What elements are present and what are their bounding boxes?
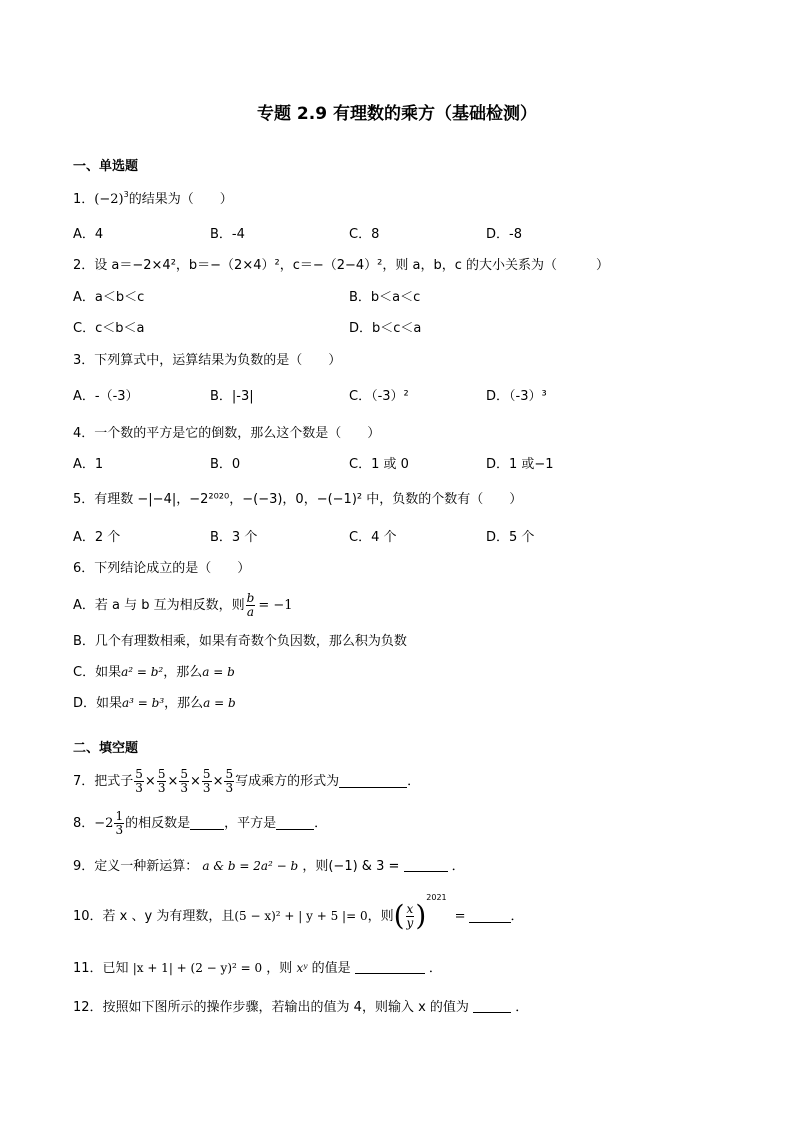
- q10-exponent: 2021: [426, 893, 447, 902]
- q7-fraction: $\frac{5}{3}$: [157, 766, 166, 795]
- q9-formula: a & b = 2a² − b: [202, 859, 299, 873]
- q10-answer-blank: [469, 910, 511, 923]
- q8-fraction: $\frac{1}{3}$: [115, 808, 124, 837]
- q11-expression: xʸ: [296, 961, 308, 975]
- page-title: 专题 2.9 有理数的乘方（基础检测）: [257, 104, 537, 124]
- question-10-stem: 10．若 x 、y 为有理数，且 (5 − x)² + | y + 5 |= 0 ，则 ( $\frac{x}{y}$ ) 2021 = ．: [73, 893, 524, 932]
- question-3-stem: 3．下列算式中，运算结果为负数的是（ ）: [73, 353, 342, 368]
- q11-answer-blank: [355, 961, 425, 974]
- q1-option-d: D．-8: [486, 227, 522, 242]
- q6-option-a-text: A．若 a 与 b 互为相反数，则: [73, 597, 245, 613]
- q5-option-c: C．4 个: [349, 530, 397, 545]
- q1-expression: $(-2)^3$: [94, 190, 129, 207]
- q8-answer-blank-2: [276, 817, 314, 830]
- q3-option-a: A．-（-3）: [73, 389, 139, 404]
- q2-option-d: D．b＜c＜a: [349, 321, 422, 336]
- q4-option-c: C．1 或 0: [349, 457, 409, 472]
- q6-option-a-fraction: $\frac{b}{a}$: [246, 591, 255, 619]
- q1-option-a: A．4: [73, 227, 104, 242]
- q7-fraction: $\frac{5}{3}$: [135, 766, 143, 795]
- q6-option-c: C．如果a² = b²，那么a = b: [73, 665, 235, 680]
- q5-option-a: A．2 个: [73, 530, 121, 545]
- q8-answer-blank-1: [190, 817, 224, 830]
- q7-fraction: $\frac{5}{3}$: [225, 766, 234, 795]
- q6-option-c-result: a = b: [202, 665, 235, 679]
- q2-option-b: B．b＜a＜c: [349, 290, 421, 305]
- q1-option-b: B．-4: [210, 227, 245, 242]
- q4-option-b: B．0: [210, 457, 241, 472]
- q6-option-b: B．几个有理数相乘，如果有奇数个负因数，那么积为负数: [73, 634, 407, 649]
- question-12-stem: 12．按照如下图所示的操作步骤，若输出的值为 4，则输入 x 的值为 ．: [73, 1000, 529, 1015]
- q4-option-d: D．1 或−1: [486, 457, 554, 472]
- question-4-stem: 4．一个数的平方是它的倒数，那么这个数是（ ）: [73, 426, 381, 441]
- q7-fraction: $\frac{5}{3}$: [202, 766, 211, 795]
- q3-option-b: B．|-3|: [210, 389, 254, 404]
- q7-fraction: $\frac{5}{3}$: [180, 766, 189, 795]
- q1-stem-text: 的结果为（ ）: [128, 192, 233, 207]
- q6-option-a-result: = −1: [258, 597, 293, 613]
- section-heading-single-choice: 一、单选题: [73, 159, 139, 174]
- q2-option-a: A．a＜b＜c: [73, 290, 145, 305]
- question-5-stem: 5．有理数 −|−4|，−2²⁰²⁰，−(−3)，0，−(−1)² 中，负数的个数有（ ）: [73, 492, 523, 507]
- q9-answer-blank: [404, 859, 448, 872]
- q2-option-c: C．c＜b＜a: [73, 321, 145, 336]
- q1-number: 1．: [73, 192, 95, 207]
- question-8-stem: 8． −2 $\frac{1}{3}$ 的相反数是 ，平方是 ．: [73, 808, 328, 837]
- question-6-stem: 6．下列结论成立的是（ ）: [73, 561, 251, 576]
- q5-option-b: B．3 个: [210, 530, 258, 545]
- q12-answer-blank: [473, 1000, 511, 1013]
- q4-option-a: A．1: [73, 457, 104, 472]
- q10-condition: (5 − x)² + | y + 5 |= 0: [234, 909, 368, 923]
- q6-option-d: D．如果a³ = b³，那么a = b: [73, 696, 236, 711]
- q5-option-d: D．5 个: [486, 530, 535, 545]
- q3-option-c: C．（-3）²: [349, 389, 409, 404]
- question-11-stem: 11．已知 |x + 1| + (2 − y)² = 0 ，则 xʸ 的值是 ．: [73, 961, 442, 976]
- question-7-stem: 7．把式子 $\frac{5}{3}$ × $\frac{5}{3}$ × $\frac{5}{3}$ × $\frac{5}{3}$ × $\frac{5}{3}$ 写成乘方的形式为 ．: [73, 766, 421, 795]
- q6-option-c-condition: a² = b²: [121, 665, 164, 679]
- q6-option-a: [73, 592, 293, 618]
- q11-condition: |x + 1| + (2 − y)² = 0: [132, 961, 263, 975]
- section-heading-fill-in: 二、填空题: [73, 741, 139, 756]
- question-9-stem: 9．定义一种新运算： a & b = 2a² − b ，则(−1) & 3 = ．: [73, 859, 465, 874]
- q8-mixed-number-whole: −2: [94, 815, 114, 831]
- q6-option-d-condition: a³ = b³: [122, 696, 165, 710]
- q7-answer-blank: [339, 775, 407, 788]
- q3-option-d: D．（-3）³: [486, 389, 547, 404]
- question-2-stem: 2．设 a＝−2×4²，b＝−（2×4）²，c＝−（2−4）²，则 a，b，c 的大小关系为（ ）: [73, 258, 610, 273]
- question-1-stem: [73, 190, 233, 207]
- q10-fraction: $\frac{x}{y}$: [406, 901, 414, 930]
- q1-option-c: C．8: [349, 227, 380, 242]
- q6-option-d-result: a = b: [203, 696, 236, 710]
